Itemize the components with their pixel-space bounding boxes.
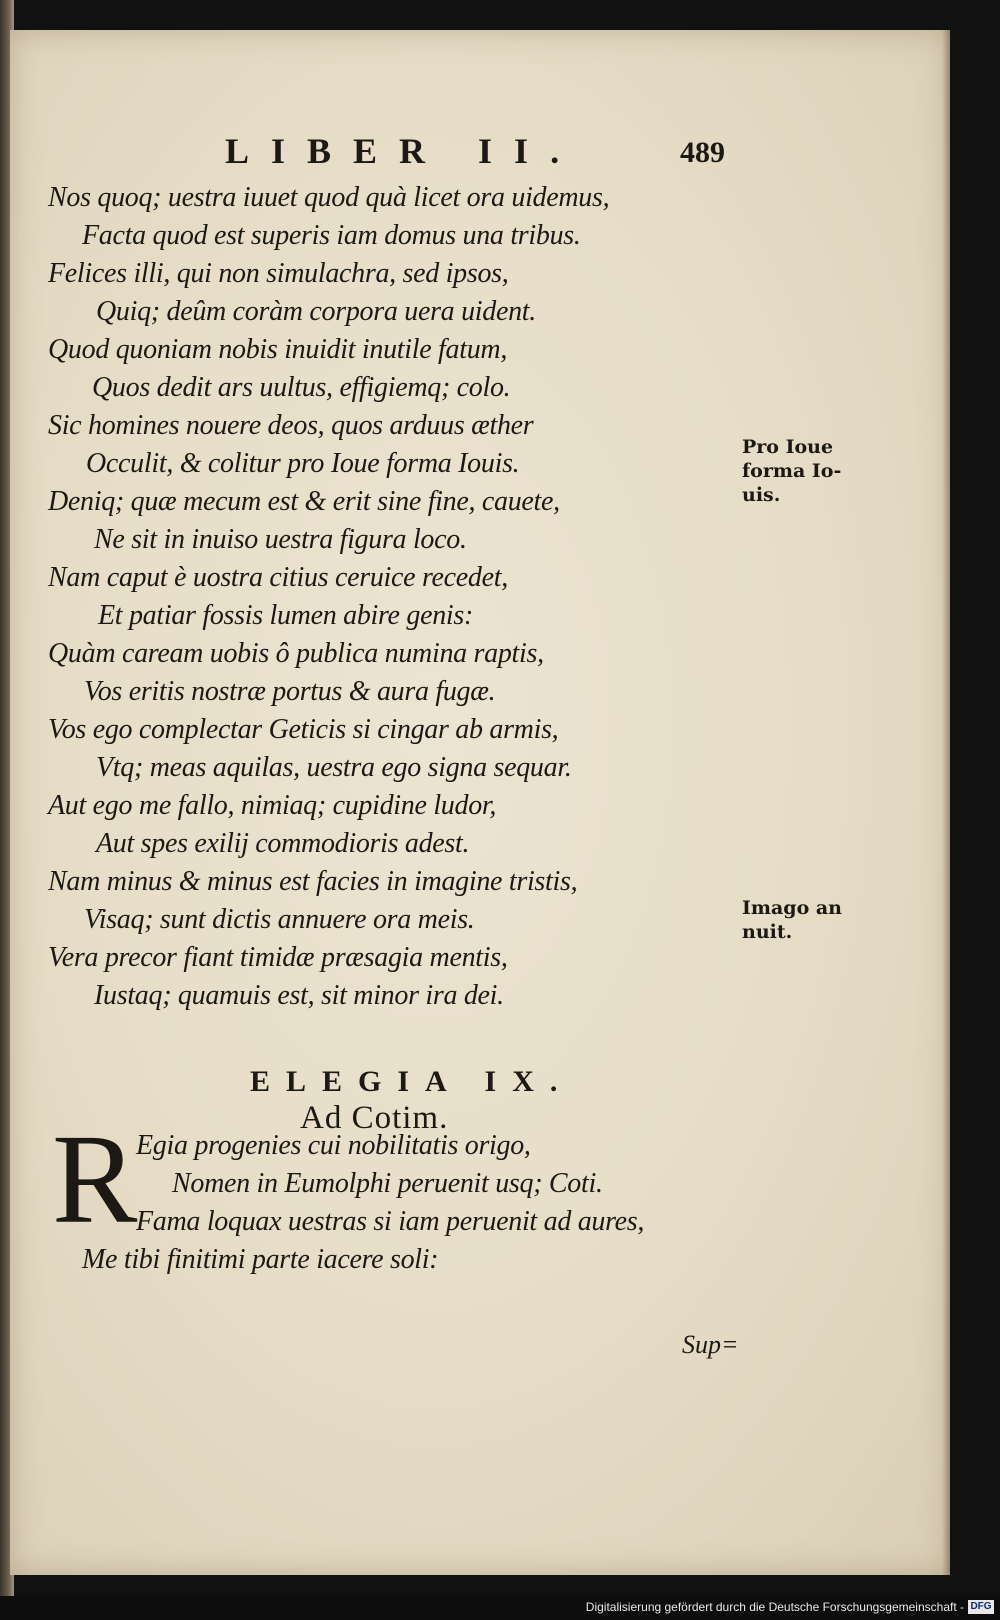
- verse-line: Nomen in Eumolphi peruenit usq; Coti.: [172, 1168, 603, 1199]
- verse-line: Deniq; quæ mecum est & erit sine fine, cauete,: [48, 486, 560, 517]
- verse-line: Vos ego complectar Geticis si cingar ab armis,: [48, 714, 559, 745]
- verse-line: Aut ego me fallo, nimiaq; cupidine ludor,: [48, 790, 497, 821]
- verse-line: Occulit, & colitur pro Ioue forma Iouis.: [86, 448, 520, 479]
- drop-cap: R: [52, 1108, 138, 1250]
- footer-credit: Digitalisierung gefördert durch die Deutsche Forschungsgemeinschaft -: [585, 1600, 964, 1614]
- verse-line: Nam caput è uostra citius ceruice recedet,: [48, 562, 508, 593]
- verse-line: Nam minus & minus est facies in imagine tristis,: [48, 866, 578, 897]
- verse-line: Visaq; sunt dictis annuere ora meis.: [84, 904, 475, 935]
- verse-line: Felices illi, qui non simulachra, sed ipsos,: [48, 258, 509, 289]
- page-number: 489: [680, 136, 725, 169]
- verse-line: Aut spes exilij commodioris adest.: [96, 828, 470, 859]
- verse-line: Iustaq; quamuis est, sit minor ira dei.: [94, 980, 504, 1011]
- section-title: ELEGIA IX.: [250, 1065, 574, 1098]
- book-page: [10, 30, 950, 1575]
- dfg-logo-icon: DFG: [968, 1600, 994, 1614]
- verse-line: Nos quoq; uestra iuuet quod quà licet ora uidemus,: [48, 182, 610, 213]
- verse-line: Sic homines nouere deos, quos arduus æther: [48, 410, 534, 441]
- verse-line: Fama loquax uestras si iam peruenit ad aures,: [136, 1206, 645, 1237]
- verse-line: Quiq; deûm coràm corpora uera uident.: [96, 296, 536, 327]
- verse-line: Vera precor fiant timidæ præsagia mentis,: [48, 942, 508, 973]
- verse-line: Et patiar fossis lumen abire genis:: [98, 600, 474, 631]
- verse-line: Facta quod est superis iam domus una tribus.: [82, 220, 581, 251]
- page-edge-shadow: [942, 30, 950, 1575]
- verse-line: Vos eritis nostræ portus & aura fugæ.: [84, 676, 496, 707]
- verse-line: Vtq; meas aquilas, uestra ego signa sequar.: [96, 752, 572, 783]
- catchword: Sup=: [682, 1330, 739, 1359]
- verse-line: Me tibi finitimi parte iacere soli:: [82, 1244, 439, 1275]
- margin-note: Imago an nuit.: [742, 897, 843, 943]
- section-subtitle: Ad Cotim.: [300, 1100, 449, 1136]
- footer-bar: [0, 1596, 1000, 1620]
- verse-line: Quod quoniam nobis inuidit inutile fatum,: [48, 334, 508, 365]
- verse-line: Ne sit in inuiso uestra figura loco.: [94, 524, 467, 555]
- verse-line: Quàm caream uobis ô publica numina raptis,: [48, 638, 544, 669]
- verse-line: Egia progenies cui nobilitatis origo,: [136, 1130, 531, 1161]
- running-head: LIBER II.: [225, 131, 582, 171]
- margin-note: Pro Ioue forma Io-uis.: [742, 436, 842, 506]
- verse-line: Quos dedit ars uultus, effigiemq; colo.: [92, 372, 511, 403]
